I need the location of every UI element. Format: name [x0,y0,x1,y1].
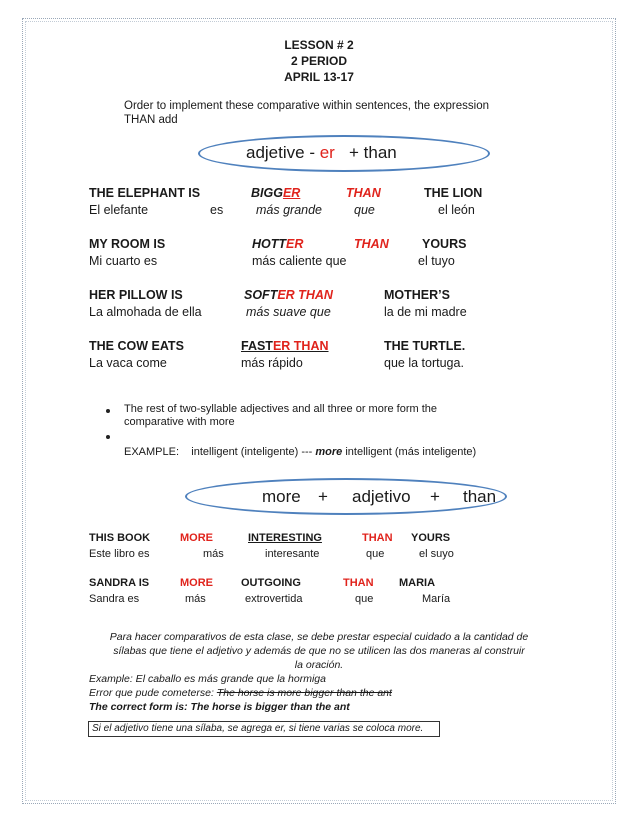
note-line-3: la oración. [294,659,344,671]
r2-2-es-que: que [355,593,374,605]
example-line: EXAMPLE: intelligent (inteligente) --- more intelligent (más inteligente) [124,446,477,458]
formula-oval-2 [185,478,507,515]
formula-2-plus-2: + [430,487,440,506]
bullet-1-line-2: comparative with more [124,416,235,428]
example-label: EXAMPLE: [124,446,180,458]
r2-1-es-object: el suyo [419,548,454,560]
formula-1-er: er [319,143,335,162]
r2-2-es-mas: más [185,593,206,605]
r2-2-en-object: MARIA [399,577,436,589]
r2-2-es-subject: Sandra es [89,593,140,605]
r2-1-es-adjective: interesante [265,548,320,560]
row4-en-adjective: FASTER THAN [241,339,329,353]
row2-en-than: THAN [354,237,389,251]
row4-en-subject: THE COW EATS [89,339,184,353]
r2-2-en-more: MORE [180,577,213,589]
note-example: Example: El caballo es más grande que la hormiga [89,673,326,685]
note-line-1: Para hacer comparativos de esta clase, se debe prestar especial cuidado a la cantidad de [109,631,529,643]
r2-1-en-subject: THIS BOOK [89,532,151,544]
r2-1-en-object: YOURS [411,532,451,544]
r2-1-en-than: THAN [362,532,393,544]
formula-1 [246,143,397,163]
r2-1-es-mas: más [203,548,224,560]
formula-2-more: more [262,487,301,506]
bullet-dot-2 [106,435,110,439]
period-title: 2 PERIOD [290,54,347,68]
row3-en-adjective: SOFTER THAN [244,288,333,302]
intro-line-1: Order to implement these comparative within sentences, the expression [124,100,489,112]
row1-en-subject: THE ELEPHANT IS [89,186,201,200]
formula-1-part1: adjetive - [246,143,320,162]
row3-es-subject: La almohada de ella [89,305,202,319]
formula-2-than: than [463,487,497,506]
row1-es-que: que [354,203,375,217]
intro-line-2: THAN add [124,114,178,126]
row4-en-object: THE TURTLE. [384,339,466,353]
row4-es-object: que la tortuga. [384,356,464,370]
example-more: more [315,446,343,458]
note-line-2: sílabas que tiene el adjetivo y además de que no se utilicen las dos maneras al construir [113,645,525,657]
r2-1-en-more: MORE [180,532,213,544]
row1-es-verb: es [210,203,224,217]
r2-1-es-subject: Este libro es [89,548,150,560]
row1-es-object: el león [438,203,475,217]
bullet-1-line-1: The rest of two-syllable adjectives and all three or more form the [124,403,438,415]
row2-es-subject: Mi cuarto es [89,254,158,268]
row1-en-object: THE LION [424,186,483,200]
rule-box: Si el adjetivo tiene una sílaba, se agrega er, si tiene varias se coloca more. [88,721,440,737]
note-error: Error que pude cometerse: The horse is more bigger than the ant [89,687,392,699]
note-correct: The correct form is: The horse is bigger than the ant [89,701,350,713]
row3-en-object: MOTHER’S [384,288,450,302]
row1-en-adjective: BIGGER [251,186,301,200]
row4-es-subject: La vaca come [89,356,167,370]
row3-en-subject: HER PILLOW IS [89,288,183,302]
row2-en-adjective: HOTTER [252,237,304,251]
formula-2-adjetivo: adjetivo [352,487,411,506]
r2-1-en-adjective: INTERESTING [248,532,322,544]
row3-es-adjective: más suave que [246,305,331,319]
r2-2-en-than: THAN [343,577,374,589]
row2-en-subject: MY ROOM IS [89,237,166,251]
row1-en-than: THAN [346,186,381,200]
row2-en-object: YOURS [422,237,467,251]
row1-es-subject: El elefante [89,203,149,217]
formula-2-plus-1: + [318,487,328,506]
r2-2-en-subject: SANDRA IS [89,577,150,589]
row2-es-adjective: más caliente que [252,254,347,268]
date-title: APRIL 13-17 [284,70,354,84]
r2-2-es-object: María [422,593,451,605]
row3-es-object: la de mi madre [384,305,467,319]
row1-es-adjective: más grande [256,203,323,217]
formula-1-than: + than [349,143,397,162]
r2-2-es-adjective: extrovertida [245,593,303,605]
r2-1-es-que: que [366,548,385,560]
bullet-dot-1 [106,409,110,413]
lesson-title: LESSON # 2 [284,38,354,52]
row4-es-adjective: más rápido [241,356,303,370]
row2-es-object: el tuyo [418,254,455,268]
r2-2-en-adjective: OUTGOING [241,577,301,589]
note-error-struck: The horse is more bigger than the ant [216,687,392,699]
